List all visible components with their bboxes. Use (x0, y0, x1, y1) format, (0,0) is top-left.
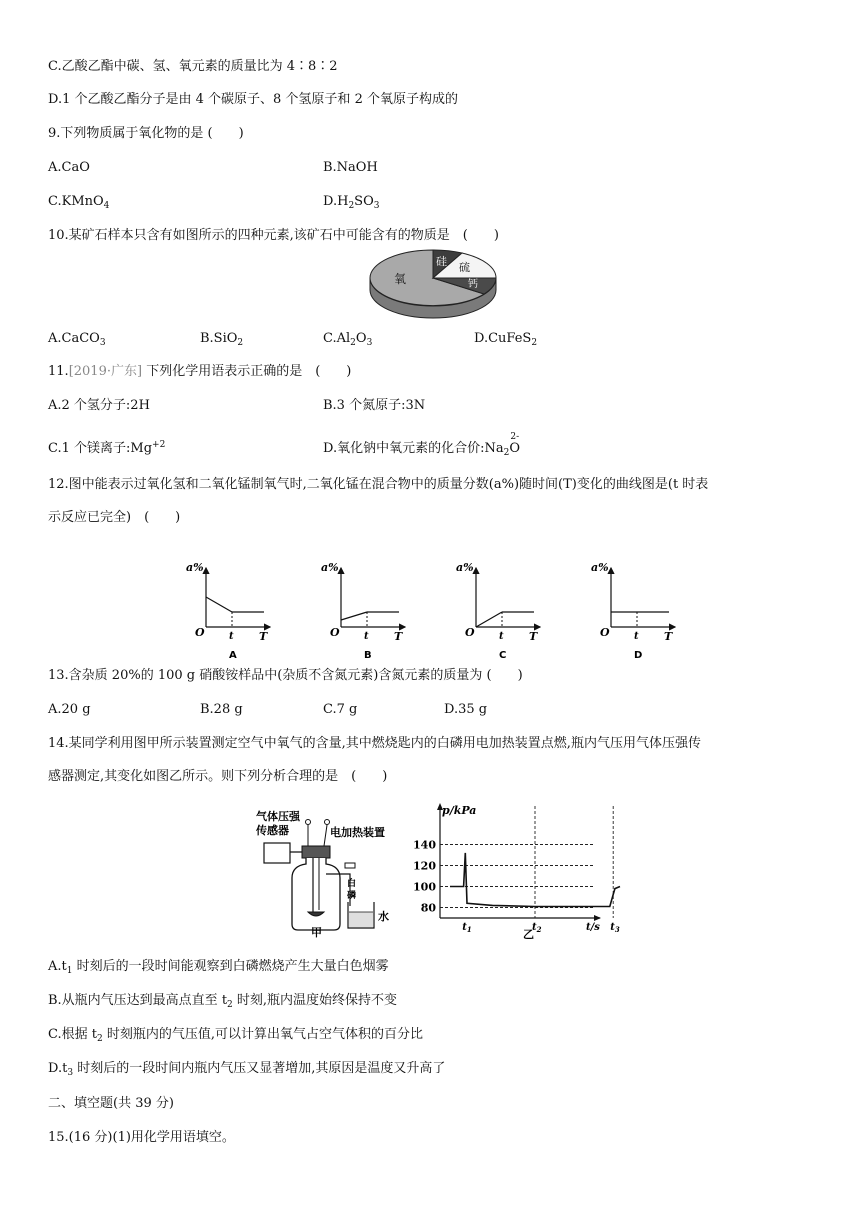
curve-a (206, 597, 232, 612)
x-axis-label: t/s (586, 922, 600, 933)
x-tick-label: $t_3$ (610, 922, 620, 934)
pressure-chart (404, 800, 620, 941)
q13-option-c: C.7 g (323, 702, 358, 717)
svg-text:t: t (499, 631, 504, 642)
q9-option-a: A.CaO (48, 160, 90, 175)
q12-stem-line2: 示反应已完全) ( ) (48, 510, 181, 525)
q13-option-d: D.35 g (444, 702, 488, 717)
q10-option-a: A.CaCO$_3$ (48, 331, 106, 348)
caption-b: B (364, 650, 372, 661)
svg-text:t: t (364, 631, 369, 642)
q9-option-c: C.KMnO$_4$ (48, 194, 110, 211)
q14-option-a: $A.t_1$ 时刻后的一段时间能观察到白磷燃烧产生大量白色烟雾 (48, 959, 389, 976)
curve-c (476, 612, 502, 627)
stopper (302, 846, 330, 858)
q13-option-b: B.28 g (200, 702, 243, 717)
caption-d: D (634, 650, 643, 661)
q11-option-c: C.1 个镁离子$:Mg^{+2}$ (48, 440, 166, 456)
q9-option-b: B.NaOH (323, 160, 378, 175)
y-tick-label: 80 (420, 901, 436, 915)
q9-stem: 9.下列物质属于氧化物的是 ( ) (48, 126, 244, 141)
y-tick-label: 140 (413, 838, 436, 852)
q8-option-d: D.1 个乙酸乙酯分子是由 4 个碳原子、8 个氢原子和 2 个氧原子构成的 (48, 92, 458, 107)
section-2-heading: 二、填空题(共 39 分) (48, 1096, 174, 1111)
bottle (292, 858, 340, 930)
graph-b (321, 561, 405, 661)
caption-jia: 甲 (311, 926, 322, 939)
q14-stem-line1: 14.某同学利用图甲所示装置测定空气中氧气的含量,其中燃烧匙内的白磷用电加热装置点燃,瓶内气压用气体压强传 (48, 736, 701, 751)
q12-graphs (180, 558, 680, 662)
x-tick-label: $t_1$ (462, 922, 472, 934)
graph-d (591, 561, 675, 661)
q11-option-b: B.3 个氮原子:3N (323, 398, 426, 413)
q14-option-c: C.根据 $t_2$ 时刻瓶内的气压值,可以计算出氧气占空气体积的百分比 (48, 1027, 423, 1044)
svg-text:t: t (229, 631, 234, 642)
q12-stem-line1: 12.图中能表示过氧化氢和二氧化锰制氧气时,二氧化锰在混合物中的质量分数(a%)随时间(T)变化的曲线图是(t 时表 (48, 477, 709, 492)
q10-option-d: D.CuFeS$_2$ (474, 331, 538, 348)
caption-c: C (499, 650, 507, 661)
heater-label: 电加热装置 (330, 826, 385, 839)
svg-text:t: t (634, 631, 639, 642)
svg-text:a%: a% (591, 561, 609, 574)
svg-text:a%: a% (186, 561, 204, 574)
q14-stem-line2: 感器测定,其变化如图乙所示。则下列分析合理的是 ( ) (48, 769, 388, 784)
water-label: 水 (378, 910, 389, 923)
sensor-label-2: 传感器 (256, 824, 289, 837)
q11-stem: 11.[2019·广东] 下列化学用语表示正确的是 ( ) (48, 364, 352, 379)
graph-c (456, 561, 540, 661)
y-tick-label: 120 (413, 859, 436, 873)
q13-option-a: A.20 g (48, 702, 91, 717)
caption-yi: 乙 (523, 928, 534, 941)
q10-option-b: B.SiO$_2$ (200, 331, 244, 348)
pie-label-sulfur: 硫 (459, 261, 470, 274)
svg-text:O: O (330, 626, 340, 639)
svg-text:O: O (195, 626, 205, 639)
element-pie-chart (366, 246, 500, 322)
svg-text:T: T (664, 630, 673, 643)
q11-option-d: D.氧化钠中氧元素的化合价$:Na_2$ 2- O (323, 440, 520, 458)
svg-text:O: O (600, 626, 610, 639)
q11-option-a: A.2 个氢分子:2H (48, 398, 150, 413)
y-axis-label: p/kPa (442, 804, 477, 817)
y-tick-label: 100 (413, 880, 436, 894)
svg-text:磷: 磷 (347, 891, 357, 901)
q10-stem: 10.某矿石样本只含有如图所示的四种元素,该矿石中可能含有的物质是 ( ) (48, 228, 499, 243)
graph-a (186, 561, 270, 661)
q14-option-b: B.从瓶内气压达到最高点直至 $t_2$ 时刻,瓶内温度始终保持不变 (48, 993, 398, 1010)
sensor-label-1: 气体压强 (256, 810, 300, 823)
q10-option-c: $C.Al_2O_3$ (323, 331, 373, 348)
x-axis-arrow (594, 915, 601, 921)
svg-text:a%: a% (321, 561, 339, 574)
q8-option-c: C.乙酸乙酯中碳、氢、氧元素的质量比为 4∶8∶2 (48, 59, 338, 74)
svg-text:O: O (465, 626, 475, 639)
q14-option-d: $D.t_3$ 时刻后的一段时间内瓶内气压又显著增加,其原因是温度又升高了 (48, 1061, 446, 1078)
q15-stem: 15.(16 分)(1)用化学用语填空。 (48, 1130, 235, 1145)
apparatus-diagram (250, 806, 400, 940)
curve-b (341, 612, 367, 620)
q11-source: [2019·广东] (68, 364, 143, 379)
oxidation-state: 2- (510, 432, 520, 442)
q13-stem: 13.含杂质 20%的 100 g 硝酸铵样品中(杂质不含氮元素)含氮元素的质量为 ( ) (48, 668, 523, 683)
svg-text:T: T (394, 630, 403, 643)
q9-option-d: $D.H_2SO_3$ (323, 194, 380, 211)
svg-text:T: T (259, 630, 268, 643)
svg-text:a%: a% (456, 561, 474, 574)
x-tick-label: $t_2$ (532, 922, 542, 934)
sensor-box (264, 843, 290, 863)
svg-text:白: 白 (347, 879, 357, 889)
caption-a: A (229, 650, 237, 661)
pie-label-calcium: 钙 (468, 279, 478, 290)
pie-label-silicon: 硅 (436, 255, 447, 268)
svg-text:T: T (529, 630, 538, 643)
pie-label-oxygen: 氧 (394, 272, 407, 286)
